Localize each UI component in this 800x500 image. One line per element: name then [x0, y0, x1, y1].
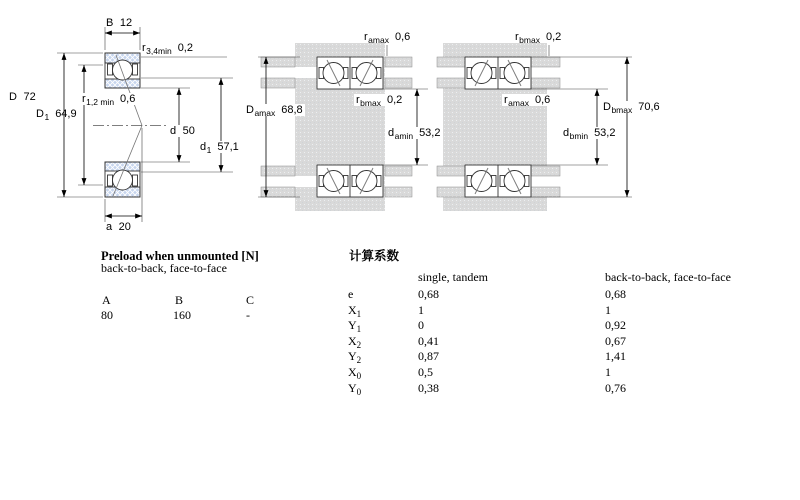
factors-col2-header: back-to-back, face-to-face — [605, 270, 731, 284]
factor-row-label: $X_0$ — [348, 365, 362, 381]
dim-label-Damax: $D_{amax}$ 68,8 — [246, 104, 303, 118]
dim-label-mid-ramax: $r_{amax}$ 0,6 — [364, 31, 411, 45]
preload-value-A: 80 — [101, 308, 113, 322]
factor-row-label: $X_1$ — [348, 303, 362, 319]
left-dimension-lines — [64, 33, 221, 216]
dim-label-D1: $D_1$ 64,9 — [36, 108, 77, 122]
factors-col1-header: single, tandem — [418, 270, 488, 284]
dim-label-r12: $r_{1,2 min}$ 0,6 — [82, 93, 136, 107]
factor-row-value-2: 0,68 — [605, 287, 626, 301]
dim-label-B: B 12 — [106, 17, 133, 29]
factor-row-label: $Y_2$ — [348, 349, 362, 365]
factor-row-value-1: 0,41 — [418, 334, 439, 348]
factor-row-value-1: 0 — [418, 318, 424, 332]
left-extension-lines — [57, 27, 233, 222]
factor-row-value-2: 1,41 — [605, 349, 626, 363]
dim-label-damin: $d_{amin}$ 53,2 — [388, 127, 441, 141]
factor-row-value-2: 0,67 — [605, 334, 626, 348]
factor-row-value-2: 0,76 — [605, 381, 626, 395]
factor-row-label: $Y_0$ — [348, 381, 362, 397]
factor-row-value-1: 1 — [418, 303, 424, 317]
factor-row-value-2: 1 — [605, 365, 611, 379]
dim-label-dbmin: $d_{bmin}$ 53,2 — [563, 127, 616, 141]
factor-row-label: $X_2$ — [348, 334, 362, 350]
preload-value-C: - — [246, 308, 250, 322]
dim-label-a: a 20 — [106, 221, 131, 233]
preload-col-A: A — [102, 293, 111, 307]
dim-label-right-ramax: $r_{amax}$ 0,6 — [504, 94, 551, 108]
factor-row-value-2: 1 — [605, 303, 611, 317]
preload-value-B: 160 — [173, 308, 191, 322]
preload-col-C: C — [246, 293, 255, 307]
dim-label-right-rbmax: $r_{bmax}$ 0,2 — [515, 31, 562, 45]
preload-table-subtitle: back-to-back, face-to-face — [101, 261, 227, 275]
preload-col-B: B — [175, 293, 184, 307]
factor-row-value-1: 0,38 — [418, 381, 439, 395]
bearing-cross-section — [93, 53, 168, 197]
factors-table-title: 计算系数 — [349, 249, 400, 263]
dim-label-D: D 72 — [9, 91, 36, 103]
preload-table-title: Preload when unmounted [N] — [101, 249, 259, 263]
factor-row-label: $Y_1$ — [348, 318, 362, 334]
dim-label-d: d 50 — [170, 125, 195, 137]
factor-row-value-2: 0,92 — [605, 318, 626, 332]
factor-row-value-1: 0,68 — [418, 287, 439, 301]
factor-row-label: e — [348, 287, 354, 301]
dim-label-mid-rbmax: $r_{bmax}$ 0,2 — [356, 94, 403, 108]
dim-label-d1: $d_1$ 57,1 — [200, 141, 239, 155]
dim-label-Dbmax: $D_{bmax}$ 70,6 — [603, 101, 660, 115]
factor-row-value-1: 0,5 — [418, 365, 433, 379]
factor-row-value-1: 0,87 — [418, 349, 439, 363]
dim-label-r34: $r_{3,4min}$ 0,2 — [142, 42, 193, 56]
